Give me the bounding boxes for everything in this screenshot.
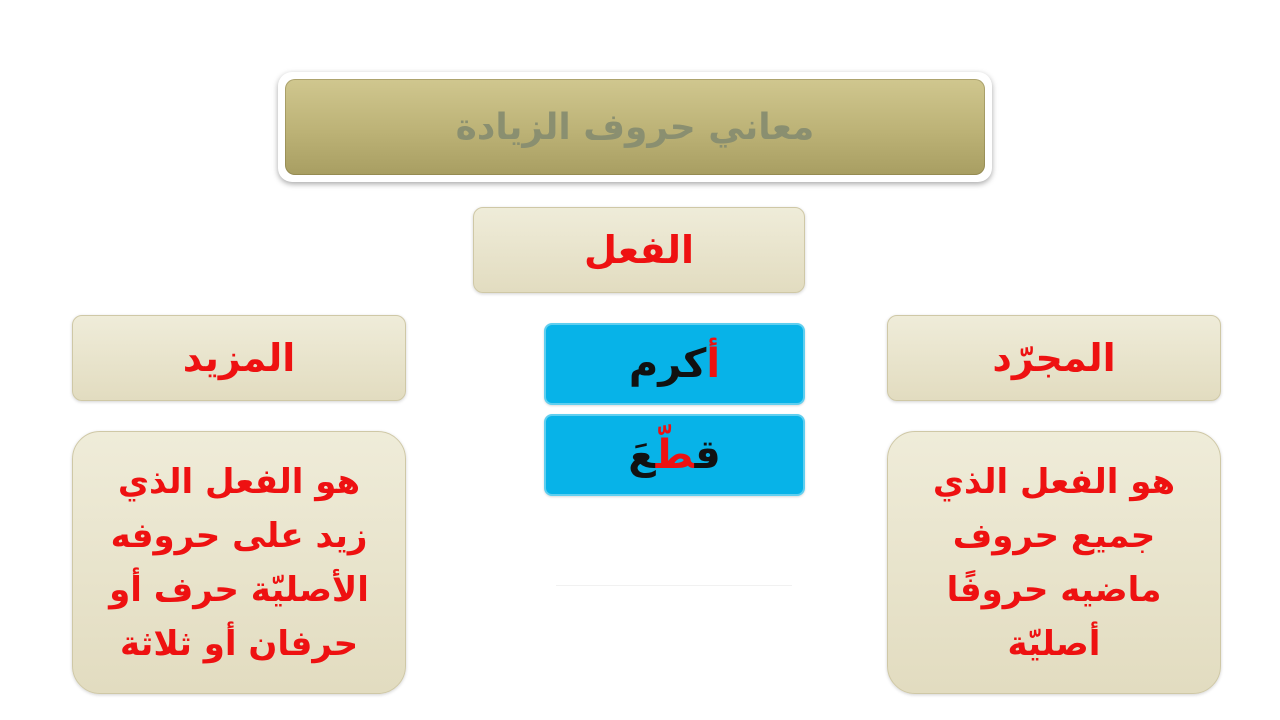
root-node-label: الفعل [584, 228, 695, 272]
example-akrama-rest: كرم [628, 341, 707, 387]
node-mujarrad [887, 315, 1221, 401]
title-banner [278, 72, 992, 182]
mujarrad-definition [887, 431, 1221, 694]
example-qattaa-added-letter: طّ [655, 432, 695, 478]
example-akrama-added-letter: أ [706, 341, 721, 387]
divider [556, 585, 792, 586]
example-qattaa-post: عَ [628, 432, 656, 478]
title-banner-inner [285, 79, 985, 175]
root-node-verb [473, 207, 805, 293]
node-mazid-label: المزيد [182, 336, 296, 380]
example-qattaa-pre: ق [694, 432, 721, 478]
example-akrama-word [629, 341, 720, 387]
example-qattaa-word [628, 432, 721, 478]
page-title: معاني حروف الزيادة [455, 106, 815, 148]
example-akrama [544, 323, 805, 405]
mazid-definition [72, 431, 406, 694]
node-mazid [72, 315, 406, 401]
node-mujarrad-label: المجرّد [992, 336, 1116, 380]
mujarrad-definition-text: هو الفعل الذي جميع حروف ماضيه حروفًا أصليّة [932, 461, 1176, 664]
mazid-definition-text: هو الفعل الذي زيد على حروفه الأصليّة حرف أو حرفان أو ثلاثة [109, 461, 369, 664]
example-qattaa [544, 414, 805, 496]
